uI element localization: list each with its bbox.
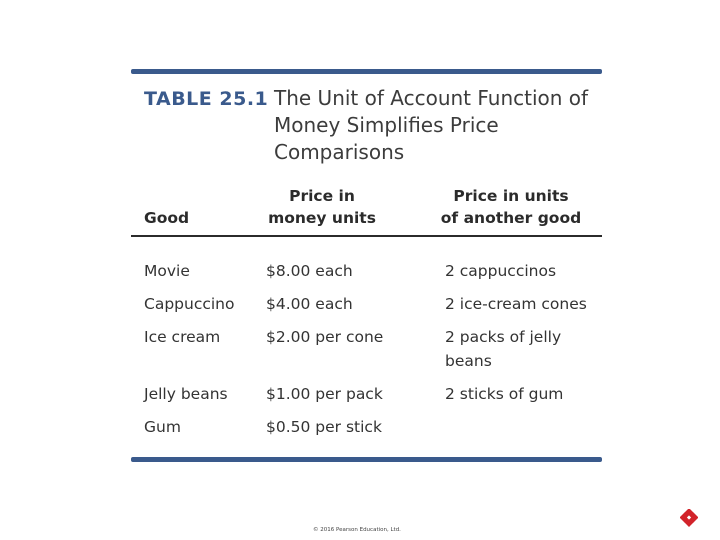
table-row-money-price: $8.00 each (266, 262, 353, 280)
table-row-other-price: 2 ice-cream cones (445, 295, 587, 313)
column-header-money-line1: Price in (289, 187, 355, 205)
table-row-money-price: $1.00 per pack (266, 385, 383, 403)
table-row-money-price: $4.00 each (266, 295, 353, 313)
table-row-good: Jelly beans (144, 385, 228, 403)
column-header-money-line2: money units (268, 209, 376, 227)
table-row-other-price: 2 sticks of gum (445, 385, 564, 403)
copyright-notice: © 2016 Pearson Education, Ltd. (313, 527, 401, 533)
column-header-money-units (262, 185, 382, 229)
table-row-good: Movie (144, 262, 190, 280)
table-title: The Unit of Account Function of Money Simplifies Price Comparisons (274, 86, 589, 164)
table-row-good: Cappuccino (144, 295, 235, 313)
column-header-other-line1: Price in units (453, 187, 569, 205)
table-top-rule (131, 69, 602, 74)
header-divider (131, 235, 602, 237)
column-header-good: Good (144, 209, 190, 227)
pearson-logo-icon (680, 509, 698, 527)
table-row-other-price: 2 packs of jelly beans (445, 328, 562, 370)
column-header-other-line2: of another good (440, 209, 582, 227)
column-header-other-good (438, 185, 584, 229)
table-row-other-price: 2 cappuccinos (445, 262, 557, 280)
table-row-good: Ice cream (144, 328, 221, 346)
table-row-money-price: $0.50 per stick (266, 418, 382, 436)
table-row-good: Gum (144, 418, 181, 436)
table-row-money-price: $2.00 per cone (266, 328, 384, 346)
table-number: TABLE 25.1 (144, 88, 269, 110)
table-bottom-rule (131, 457, 602, 462)
